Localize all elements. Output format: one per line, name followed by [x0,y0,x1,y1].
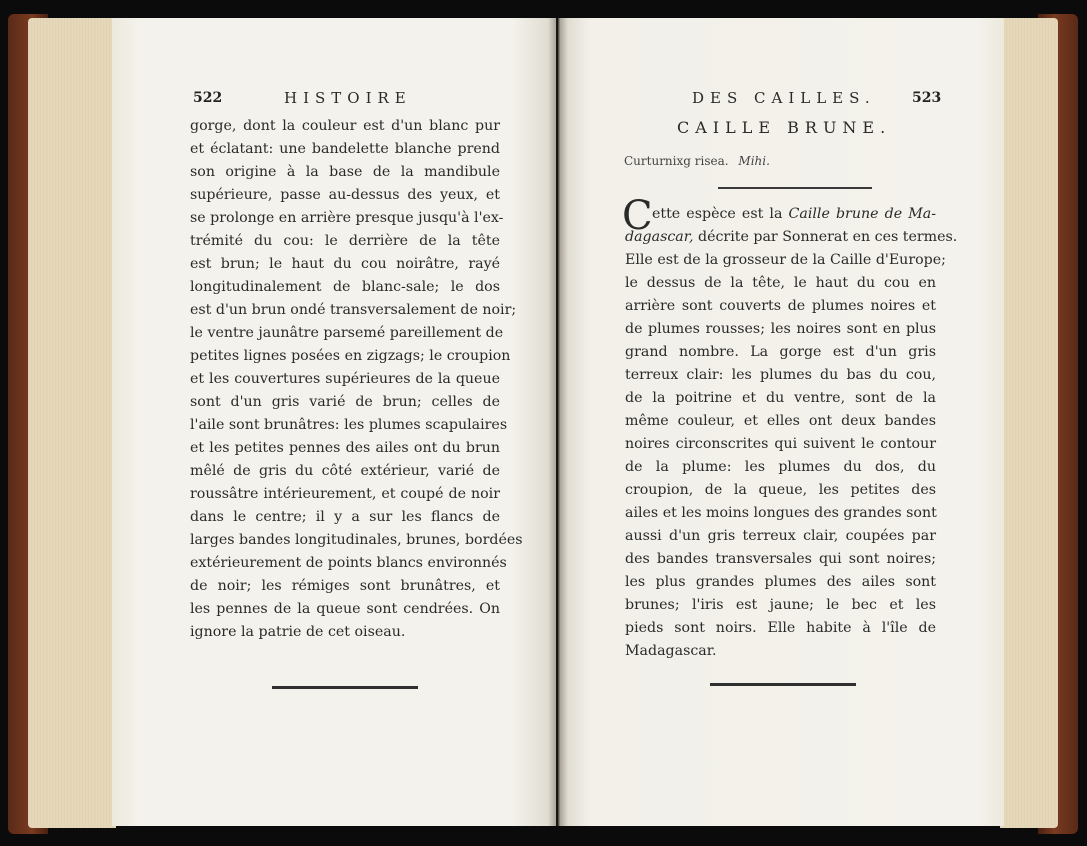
left-page-body [190,115,523,644]
text-line: le dessus de la tête, le haut du cou en [625,275,936,291]
left-page-number: 522 [193,90,223,106]
text-line: grand nombre. La gorge est d'un gris [625,344,936,360]
text-line: extérieurement de points blancs environnés [190,555,507,571]
text-line: roussâtre intérieurement, et coupé de noir [190,486,500,502]
text-line: pieds sont noirs. Elle habite à l'île de [625,620,936,636]
right-page-number: 523 [912,90,942,106]
right-page-body [625,249,946,663]
text-line: Elle est de la grosseur de la Caille d'Europe; [625,252,946,268]
text-line: brunes; l'iris est jaune; le bec et les [625,597,936,613]
right-first-line [652,203,936,226]
text-line: de plumes rousses; les noires sont en plus [625,321,936,337]
latin-name [624,154,770,168]
text-line: est brun; le haut du cou noirâtre, rayé [190,256,500,272]
text-line: même couleur, et elles ont deux bandes [625,413,936,429]
text-line: est d'un brun ondé transversalement de noir; [190,302,517,318]
section-title: CAILLE BRUNE. [677,118,892,137]
text-line: les plus grandes plumes des ailes sont [625,574,936,590]
text-line: de la poitrine et du ventre, sont de la [625,390,936,406]
latin-binomial: Curturnixg risea. [624,154,729,168]
title-rule [718,187,872,189]
text-line: les pennes de la queue sont cendrées. On [190,601,500,617]
text-line: des bandes transversales qui sont noires; [625,551,936,567]
text-line: de la plume: les plumes du dos, du [625,459,936,475]
second-line-italic: dagascar, [625,229,694,245]
page-edges-right [1000,18,1058,828]
text-line: Madagascar. [625,643,717,659]
text-line: trémité du cou: le derrière de la tête [190,233,500,249]
text-line: petites lignes posées en zigzags; le croupion [190,348,511,364]
text-line: ailes et les moins longues des grandes sont [625,505,937,521]
text-line: noires circonscrites qui suivent le contour [625,436,936,452]
text-line: et les petites pennes des ailes ont du brun [190,440,500,456]
text-line: l'aile sont brunâtres: les plumes scapulaires [190,417,508,433]
text-line: dans le centre; il y a sur les flancs de [190,509,500,525]
left-end-rule [272,686,418,689]
text-line: terreux clair: les plumes du bas du cou, [625,367,936,383]
text-line: se prolonge en arrière presque jusqu'à l'ex- [190,210,504,226]
text-line: son origine à la base de la mandibule [190,164,500,180]
drop-cap: C [622,193,653,239]
text-line: sont d'un gris varié de brun; celles de [190,394,500,410]
text-line: de noir; les rémiges sont brunâtres, et [190,578,500,594]
text-line: arrière sont couverts de plumes noires et [625,298,936,314]
text-line: le ventre jaunâtre parsemé pareillement de [190,325,504,341]
second-line-roman: décrite par Sonnerat en ces termes. [693,229,958,245]
text-line: croupion, de la queue, les petites des [625,482,936,498]
right-second-line [625,226,958,249]
first-line-roman: ette espèce est la [652,206,789,222]
text-line: longitudinalement de blanc-sale; le dos [190,279,500,295]
text-line: aussi d'un gris terreux clair, coupées par [625,528,936,544]
text-line: larges bandes longitudinales, brunes, bordées [190,532,523,548]
page-edges-left [28,18,116,828]
first-line-italic: Caille brune de Ma- [788,206,936,222]
text-line: et les couvertures supérieures de la queue [190,371,500,387]
latin-author: Mihi. [738,154,770,168]
book-gutter [548,18,568,826]
text-line: et éclatant: une bandelette blanche prend [190,141,500,157]
left-running-head: HISTOIRE [284,89,412,107]
text-line: supérieure, passe au-dessus des yeux, et [190,187,500,203]
text-line: gorge, dont la couleur est d'un blanc pur [190,118,500,134]
text-line: ignore la patrie de cet oiseau. [190,624,406,640]
right-end-rule [710,683,856,686]
right-running-head: DES CAILLES. [692,89,876,107]
text-line: mêlé de gris du côté extérieur, varié de [190,463,500,479]
